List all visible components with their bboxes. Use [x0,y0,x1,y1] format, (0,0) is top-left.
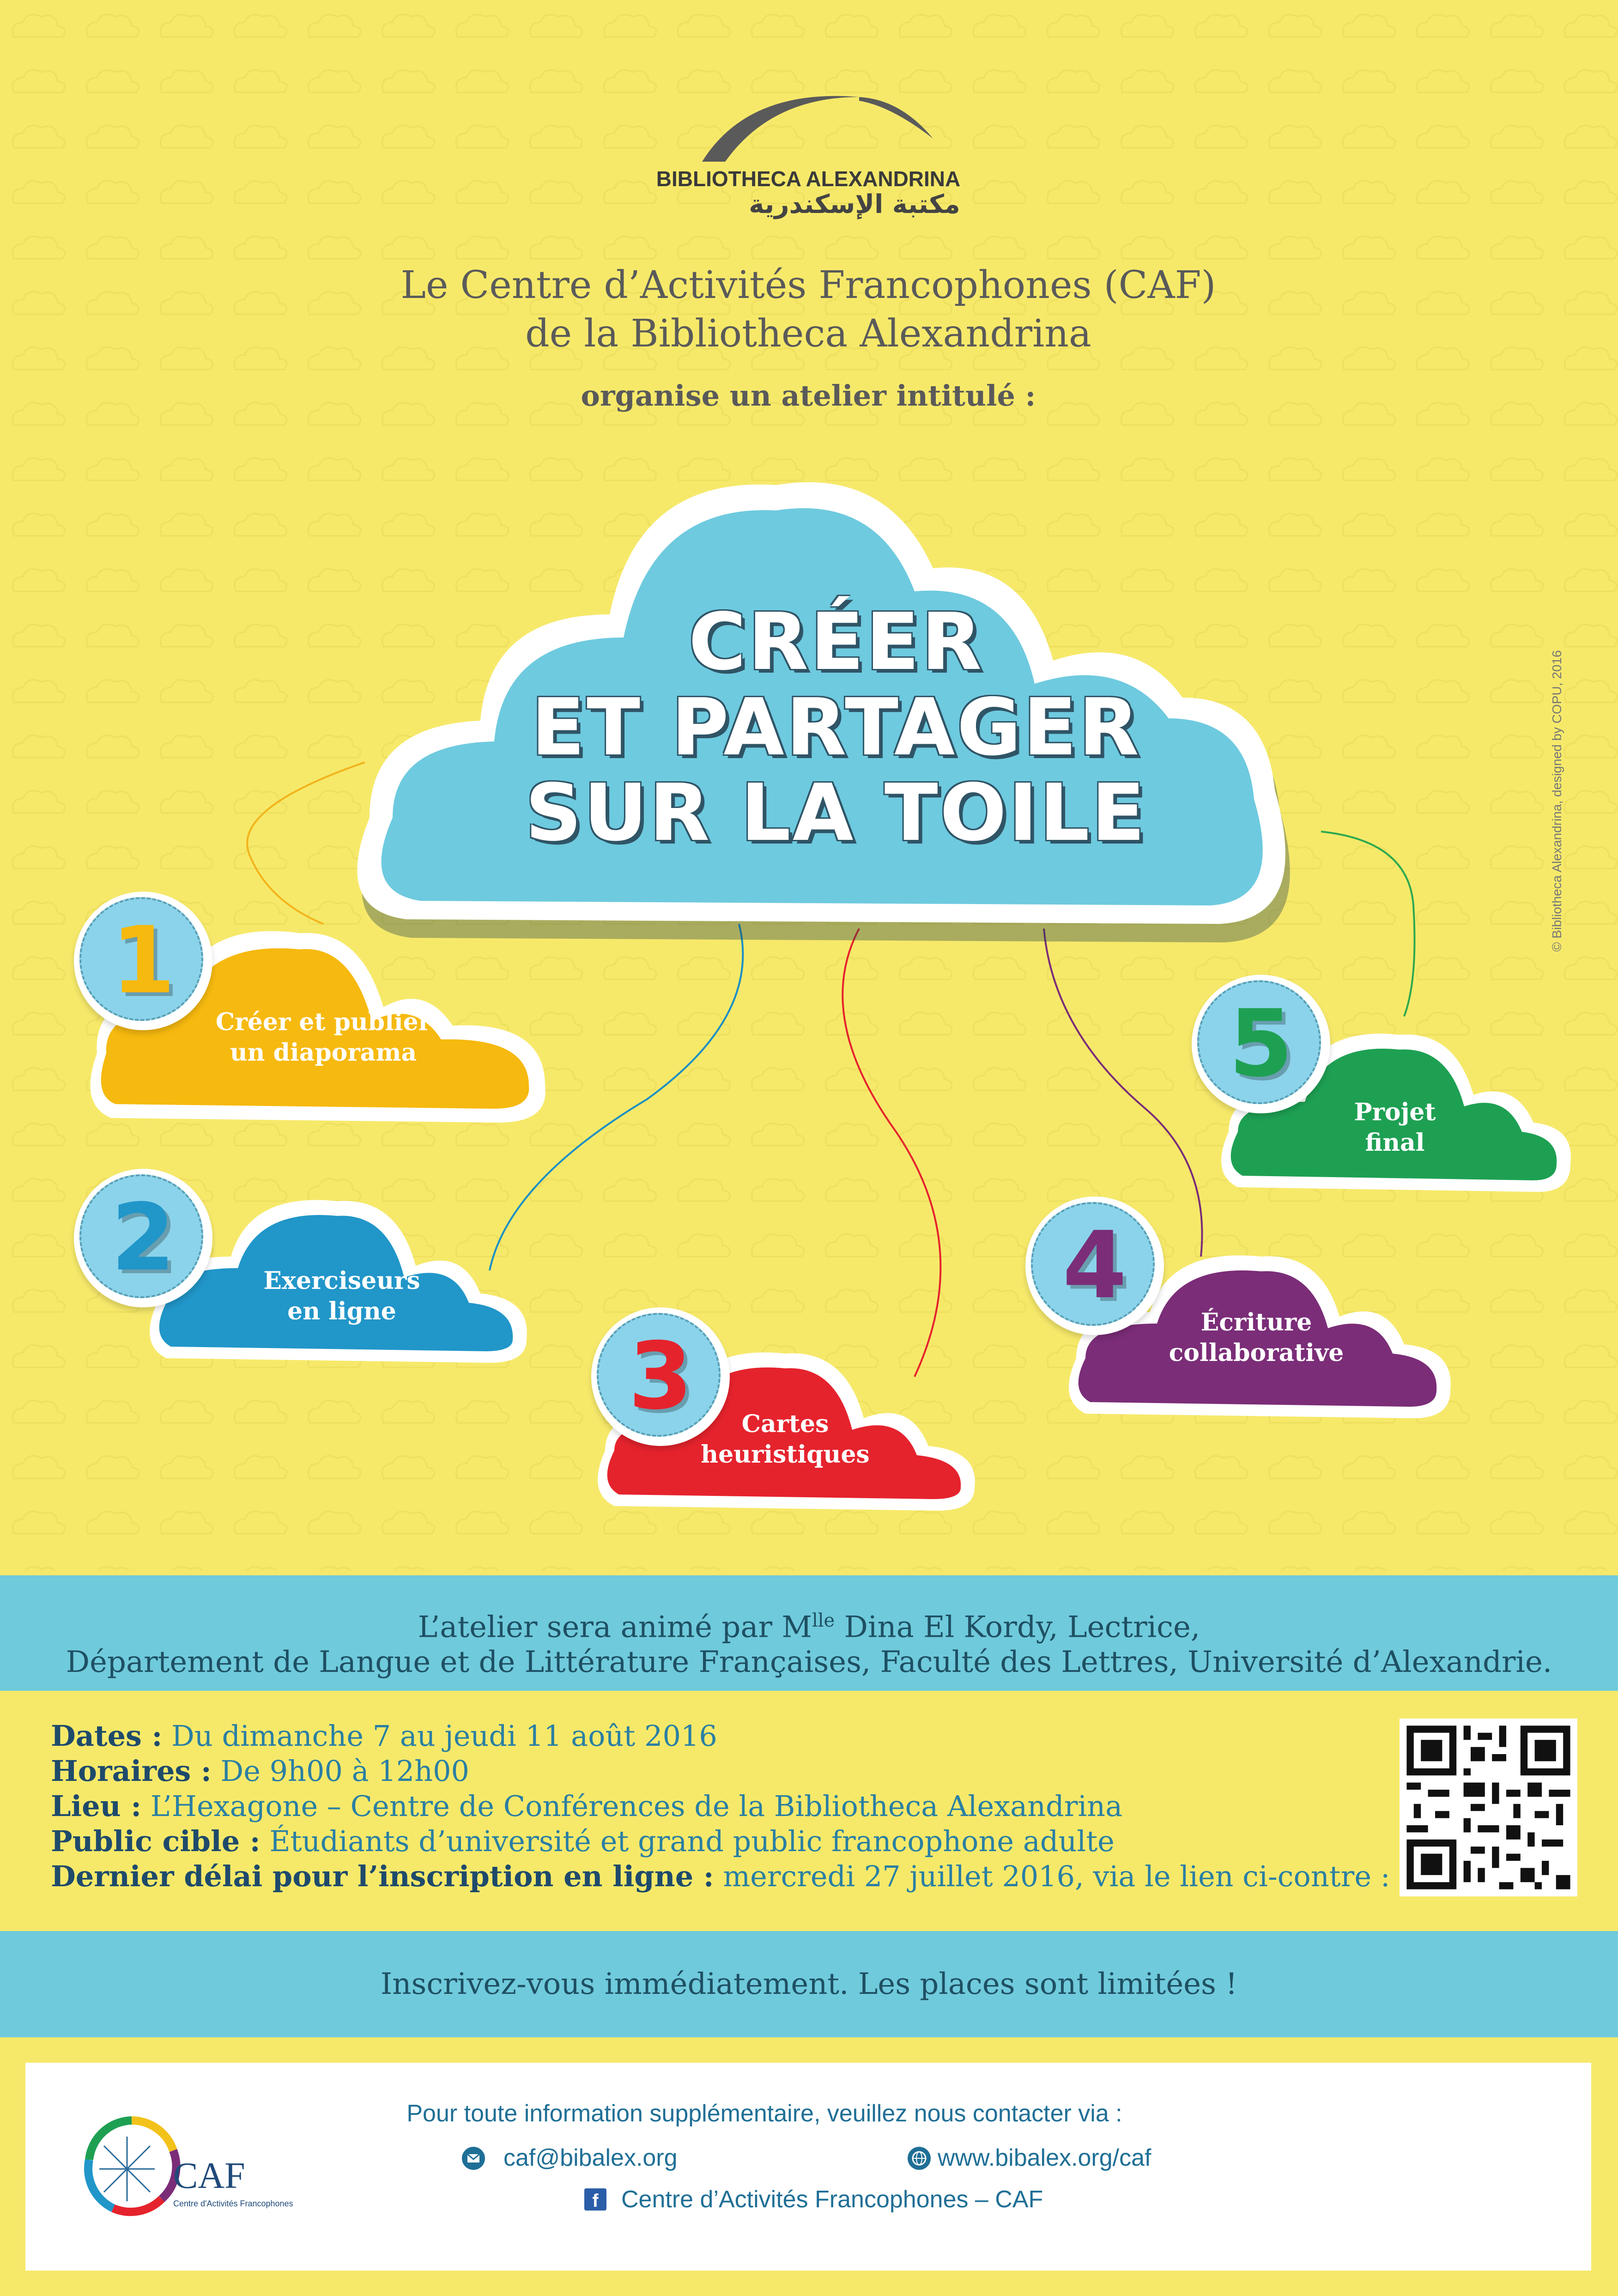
step-5-badge [1192,975,1330,1113]
footer-panel [25,2063,1591,2271]
step-5-label-line-2: final [1365,1129,1425,1157]
intro-line-2: de la Bibliotheca Alexandrina [525,312,1091,356]
step-1-badge [74,892,212,1030]
qr-code-icon [1400,1719,1577,1896]
connector-5 [1321,832,1415,1016]
logo-name: BIBLIOTHECA ALEXANDRINA [656,167,961,191]
trainer-band [0,1575,1618,1691]
step-2-badge [74,1169,212,1307]
step-4-number: 4 [1062,1212,1127,1319]
step-2-label [231,1266,453,1327]
logo-arabic: مكتبة الإسكندرية [749,189,960,219]
step-5-label-line-1: Projet [1354,1098,1436,1126]
step-3-label-line-1: Cartes [741,1410,829,1438]
caf-logo-text: CAF [173,2156,245,2196]
title-abbrev: lle [812,1610,835,1631]
email-icon [462,2147,485,2170]
step-4-label-line-1: Écriture [1200,1308,1312,1336]
step-1-number: 1 [111,907,176,1014]
caf-logo-subtext: Centre d'Activités Francophones [173,2199,293,2208]
cta-text: Inscrivez-vous immédiatement. Les places sont limitées ! [381,1967,1237,2001]
title-line-2: ET PARTAGER [531,682,1141,773]
step-2-label-line-1: Exerciseurs [263,1267,420,1295]
step-2-number: 2 [111,1184,176,1292]
detail-hours: Horaires : De 9h00 à 12h00 [51,1754,469,1788]
step-4-label [1145,1307,1367,1368]
detail-venue: Lieu : L’Hexagone – Centre de Conférences de la Bibliotheca Alexandrina [51,1789,1123,1823]
facebook-link[interactable]: Centre d’Activités Francophones – CAF [621,2186,1043,2213]
trainer-line-2: Département de Langue et de Littérature Françaises, Faculté des Lettres, Université d’Alexandrie. [66,1645,1552,1679]
step-4-label-line-2: collaborative [1169,1339,1344,1367]
step-4-badge [1025,1197,1164,1335]
step-5-number: 5 [1229,990,1293,1098]
registration-qr-code[interactable] [1400,1719,1577,1896]
trainer-line-1: L’atelier sera animé par $M^{lle}$ Dina El Kordy, Lectrice, [418,1610,1200,1645]
email-link[interactable]: caf@bibalex.org [503,2144,678,2171]
step-1-label-line-1: Créer et publier [215,1008,431,1036]
title-line-1: CRÉER [688,596,984,688]
step-3-number: 3 [628,1323,693,1430]
step-1-label [199,1007,448,1068]
detail-deadline: Dernier délai pour l’inscription en ligne : mercredi 27 juillet 2016, via le lien ci-contre : [51,1859,1390,1893]
intro-line-3: organise un atelier intitulé : [581,379,1036,413]
copyright-note: © Bibliotheca Alexandrina, designed by COPU, 2016 [1550,650,1564,952]
detail-dates: Dates : Du dimanche 7 au jeudi 11 août 2016 [51,1719,717,1753]
step-5-label [1326,1097,1464,1158]
intro-line-1: Le Centre d’Activités Francophones (CAF) [400,263,1216,307]
cta-band [0,1931,1618,2037]
globe-icon [908,2147,931,2170]
website-link[interactable]: www.bibalex.org/caf [938,2144,1151,2171]
step-2-label-line-2: en ligne [287,1297,396,1325]
title-line-3: SUR LA TOILE [525,767,1147,859]
connector-1 [247,762,365,924]
facebook-icon: f [584,2188,606,2211]
detail-audience: Public cible : Étudiants d’université et grand public francophone adulte [51,1824,1115,1858]
step-3-label-line-2: heuristiques [701,1440,870,1469]
event-details [51,1719,1390,1894]
connector-3 [842,929,940,1377]
step-3-label [693,1409,878,1470]
contact-intro: Pour toute information supplémentaire, veuillez nous contacter via : [406,2100,1122,2127]
step-1-label-line-2: un diaporama [230,1039,417,1067]
caf-logo-icon [81,2114,182,2220]
